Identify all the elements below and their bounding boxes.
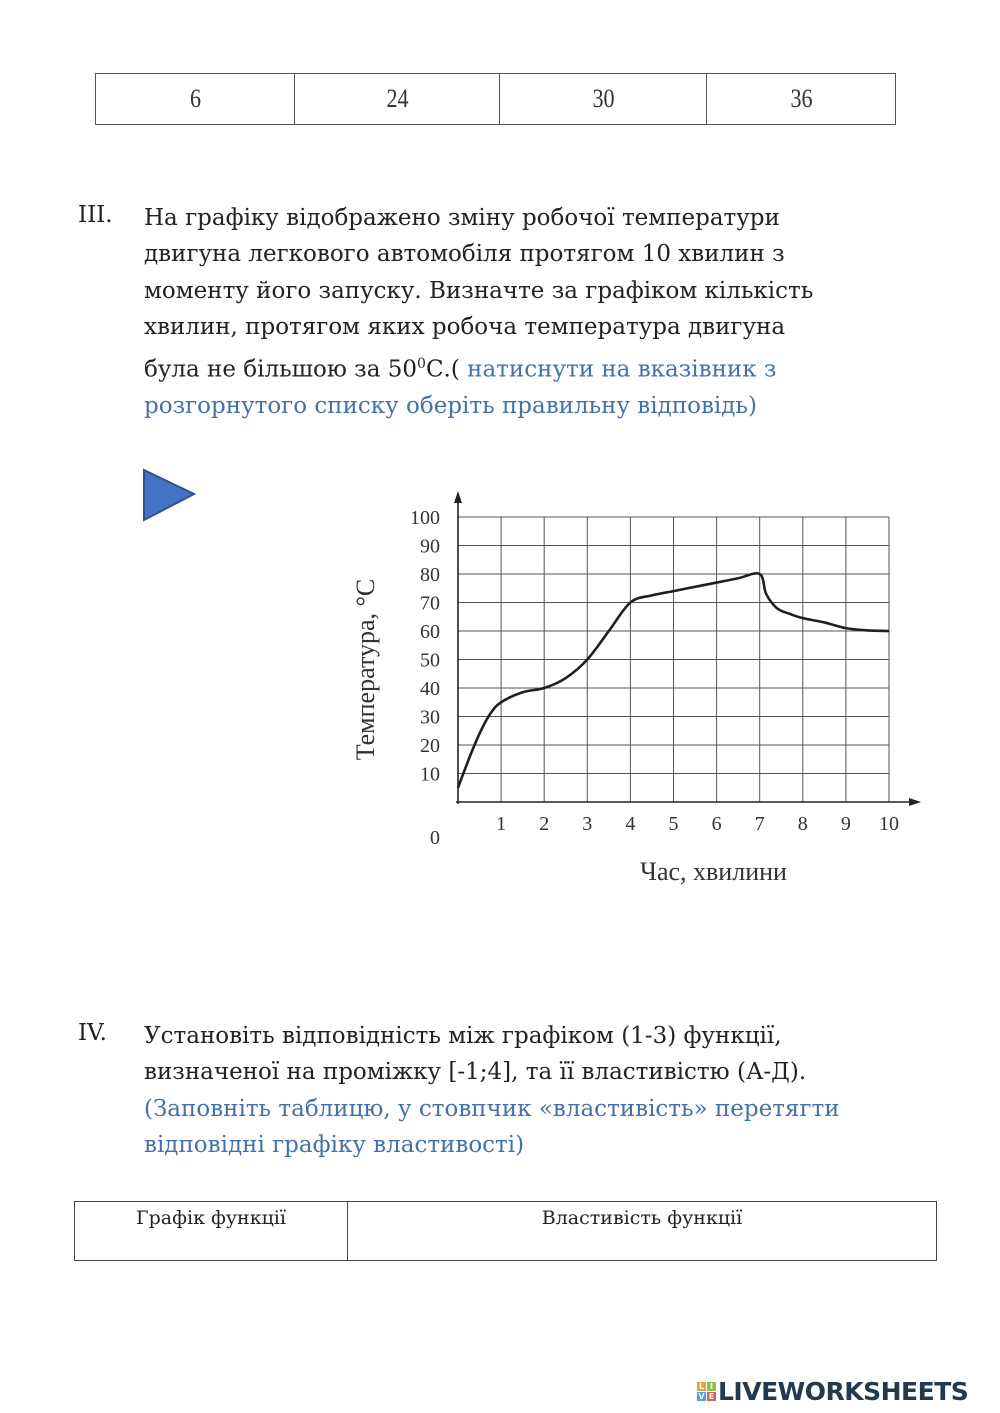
y-tick-labels [410, 507, 440, 786]
y-tick-label: 20 [420, 735, 440, 757]
table-cell: 36 [721, 74, 882, 125]
y-tick-label: 90 [420, 535, 440, 558]
x-tick-labels [496, 813, 899, 835]
x-tick-label: 8 [797, 813, 808, 835]
y-tick-label: 70 [420, 592, 440, 615]
x-axis-arrow [909, 798, 921, 806]
x-tick-label: 2 [539, 813, 550, 835]
y-axis-label: Температура, °С [351, 578, 380, 761]
instruction-hint: натиснути на вказівник з [467, 356, 777, 383]
y-tick-label: 10 [420, 763, 440, 786]
logo-letter: E [708, 1392, 715, 1401]
chart-grid [458, 517, 889, 802]
x-axis-label: Час, хвилини [640, 857, 787, 886]
matching-table [74, 1201, 937, 1261]
x-tick-label: 4 [625, 813, 636, 835]
x-tick-label: 3 [582, 813, 593, 835]
question-text [144, 1018, 944, 1164]
table-cell: 30 [515, 74, 691, 125]
table-row [96, 74, 896, 125]
answer-options-table [95, 73, 896, 125]
superscript-degree: 0 [417, 355, 426, 372]
text-line: На графіку відображено зміну робочої температури [144, 205, 780, 231]
logo-text: LIVEWORKSHEETS [718, 1377, 969, 1406]
x-tick-label: 6 [711, 813, 722, 835]
logo-grid-icon [697, 1382, 716, 1401]
x-tick-label: 9 [840, 813, 851, 835]
instruction-hint: відповідні графіку властивості) [144, 1132, 525, 1159]
text-line: моменту його запуску. Визначте за графіком кількість [144, 277, 814, 304]
question-text [144, 200, 944, 424]
instruction-hint: (Заповніть таблицю, у стовпчик «властивість» перетягти [144, 1095, 840, 1122]
y-tick-label: 50 [420, 649, 440, 672]
play-triangle-shape[interactable] [144, 470, 194, 520]
chart-axes [454, 491, 921, 806]
x-tick-label: 10 [879, 813, 899, 835]
logo-letter: L [698, 1382, 705, 1391]
logo-letter: I [707, 1382, 716, 1391]
origin-label: 0 [430, 827, 440, 849]
x-tick-label: 1 [496, 813, 507, 835]
column-header-property[interactable]: Властивість функції [348, 1202, 937, 1261]
table-cell: 6 [110, 74, 279, 125]
instruction-hint: розгорнутого списку оберіть правильну відповідь) [144, 392, 757, 419]
x-tick-label: 5 [668, 813, 679, 835]
text-line [144, 346, 944, 388]
table-cell: 24 [310, 74, 484, 125]
y-axis-arrow [454, 491, 462, 503]
table-row [75, 1202, 937, 1261]
text-segment: С.( [425, 356, 468, 383]
text-line: хвилин, протягом яких робоча температура двигуна [144, 314, 786, 341]
y-tick-label: 80 [420, 564, 440, 586]
temperature-chart [340, 485, 940, 895]
text-segment: була не більшою за 50 [144, 356, 418, 383]
y-tick-label: 40 [420, 678, 440, 700]
text-line: Установіть відповідність між графіком (1-3) функції, [144, 1023, 782, 1049]
x-tick-label: 7 [754, 813, 765, 835]
play-triangle-icon[interactable] [142, 468, 196, 522]
text-line: двигуна легкового автомобіля протягом 10 хвилин з [144, 241, 785, 268]
y-tick-label: 60 [420, 621, 440, 643]
question-number: IV. [78, 1020, 107, 1046]
y-tick-label: 100 [410, 507, 440, 529]
text-line: визначеної на проміжку [-1;4], та її властивістю (А-Д). [144, 1059, 807, 1086]
question-number: III. [78, 202, 113, 228]
logo-letter: V [698, 1392, 705, 1401]
liveworksheets-logo[interactable] [697, 1377, 968, 1406]
y-tick-label: 30 [420, 706, 440, 729]
column-header-graph: Графік функції [75, 1202, 348, 1261]
